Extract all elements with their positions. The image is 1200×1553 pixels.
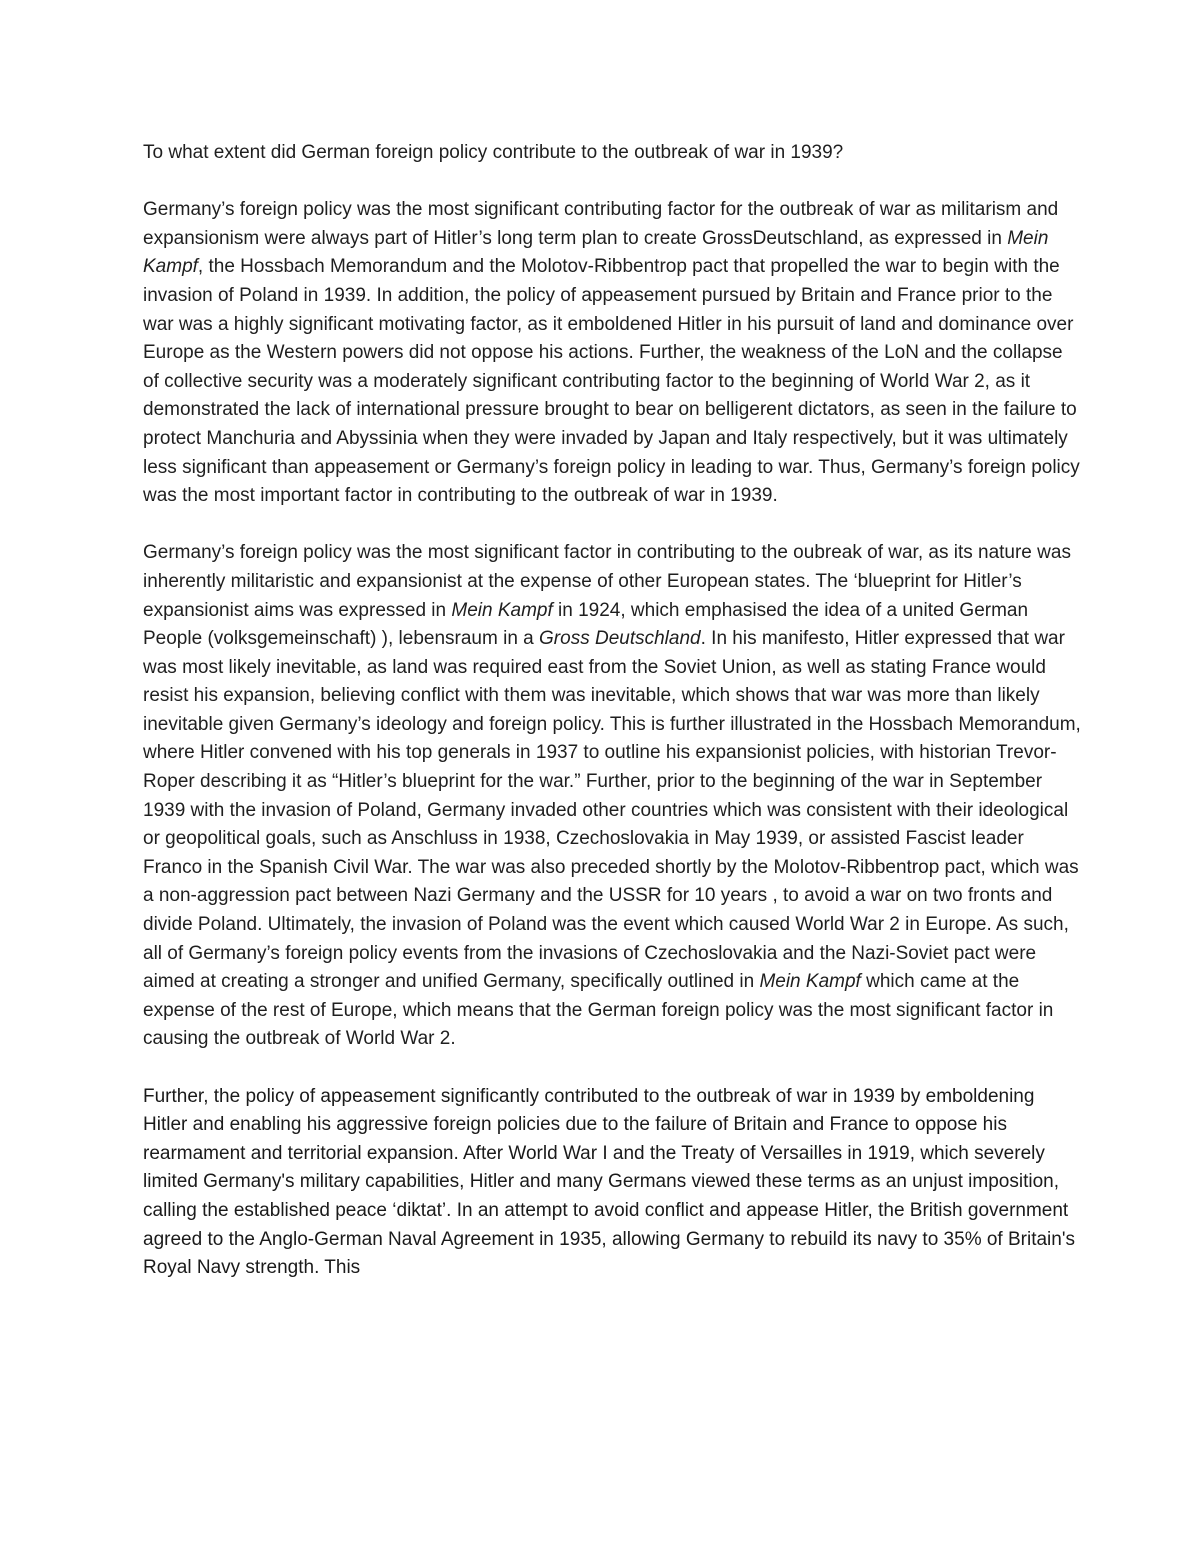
essay-question: To what extent did German foreign policy contribute to the outbreak of war in 1939? <box>143 142 844 163</box>
text-segment-italic: Mein Kampf <box>759 971 861 993</box>
text-segment: in 1924, which emphasised the idea of a united German People (volksgemeinschaft) ), lebensraum in a <box>143 599 1029 650</box>
text-segment-italic: Mein Kampf <box>143 227 1049 278</box>
text-segment: . In his manifesto, Hitler expressed that war was most likely inevitable, as land was required east from the Soviet Union, as well as stating France would resist his expansion, believing conflict with them was inevitable, which shows that war was more than likely inevitable given Germany’s ideology and foreign policy. This is further illustrated in the Hossbach Memorandum, where Hitler convened with his top generals in 1937 to outline his expansionist policies, with historian Trevor-Roper describing it as “Hitler’s blueprint for the war.” Further, prior to the beginning of the war in September 1939 with the invasion of Poland, Germany invaded other countries which was consistent with their ideological or geopolitical goals, such as Anschluss in 1938, Czechoslovakia in May 1939, or assisted Fascist leader Franco in the Spanish Civil War. The war was also preceded shortly by the Molotov-Ribbentrop pact, which was a non-aggression pact between Nazi Germany and the USSR for 10 years , to avoid a war on two fronts and divide Poland. Ultimately, the invasion of Poland was the event which caused World War 2 in Europe. As such, all of Germany’s foreign policy events from the invasions of Czechoslovakia and the Nazi-Soviet pact were aimed at creating a stronger and unified Germany, specifically outlined in <box>143 628 1081 993</box>
text-segment-italic: Gross Deutschland <box>539 628 701 650</box>
text-segment: Further, the policy of appeasement significantly contributed to the outbreak of war in 1939 by emboldening Hitler and enabling his aggressive foreign policies due to the failure of Britain and France to oppose his rearmament and territorial expansion. After World War I and the Treaty of Versailles in 1919, which severely limited Germany's military capabilities, Hitler and many Germans viewed these terms as an unjust imposition, calling the established peace ‘diktat’. In an attempt to avoid conflict and appease Hitler, the British government agreed to the Anglo-German Naval Agreement in 1935, allowing Germany to rebuild its navy to 35% of Britain's Royal Navy strength. This <box>143 1085 1075 1279</box>
paragraph-introduction <box>143 196 1083 511</box>
text-segment: , the Hossbach Memorandum and the Molotov-Ribbentrop pact that propelled the war to begin with the invasion of Poland in 1939. In addition, the policy of appeasement pursued by Britain and France prior to the war was a highly significant motivating factor, as it emboldened Hitler in his pursuit of land and dominance over Europe as the Western powers did not oppose his actions. Further, the weakness of the LoN and the collapse of collective security was a moderately significant contributing factor to the beginning of World War 2, as it demonstrated the lack of international pressure brought to bear on belligerent dictators, as seen in the failure to protect Manchuria and Abyssinia when they were invaded by Japan and Italy respectively, but it was ultimately less significant than appeasement or Germany’s foreign policy in leading to war. Thus, Germany’s foreign policy was the most important factor in contributing to the outbreak of war in 1939. <box>143 256 1080 507</box>
document-body <box>143 139 1083 1283</box>
paragraph-appeasement <box>143 1083 1083 1283</box>
text-segment: Germany’s foreign policy was the most significant factor in contributing to the oubreak of war, as its nature was inherently militaristic and expansionist at the expense of other European states. The ‘blueprint for Hitler’s expansionist aims was expressed in <box>143 542 1071 621</box>
paragraph-german-foreign-policy <box>143 539 1083 1054</box>
text-segment: which came at the expense of the rest of Europe, which means that the German foreign policy was the most significant factor in causing the outbreak of World War 2. <box>143 971 1054 1050</box>
text-segment: Germany’s foreign policy was the most significant contributing factor for the outbreak of war as militarism and expansionism were always part of Hitler’s long term plan to create GrossDeutschland, as expressed in <box>143 199 1059 249</box>
text-segment-italic: Mein Kampf <box>451 599 553 621</box>
